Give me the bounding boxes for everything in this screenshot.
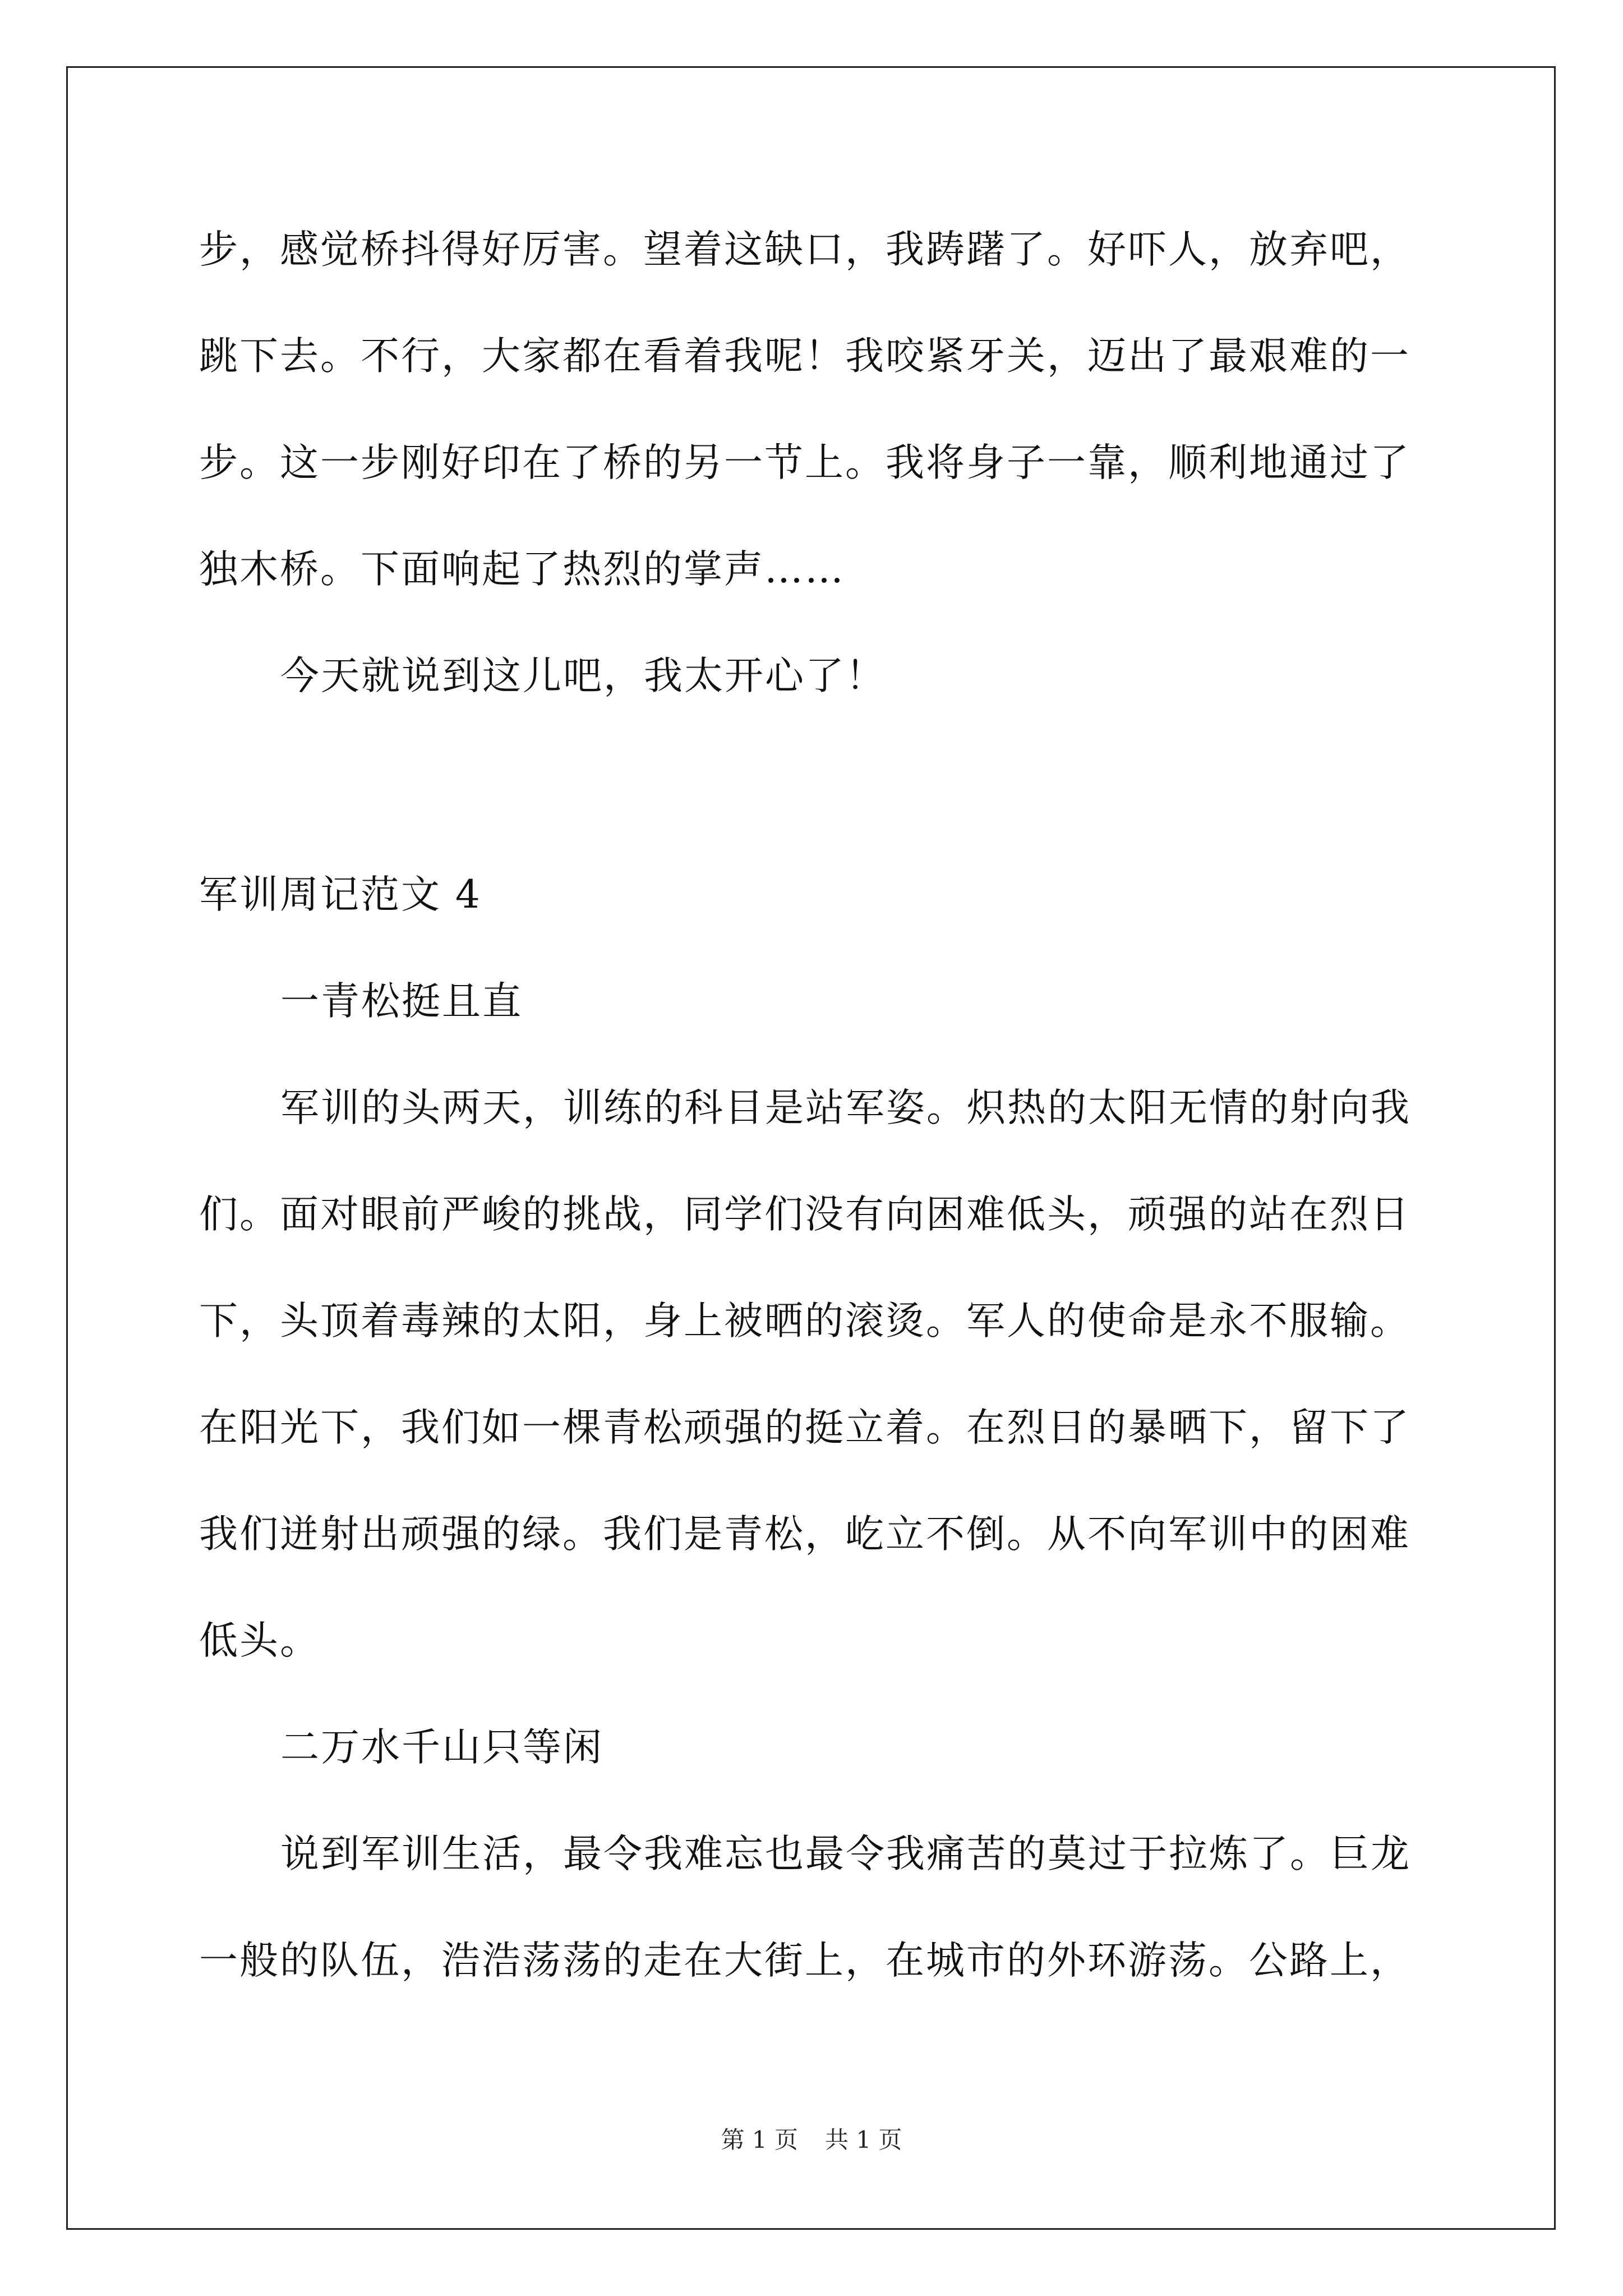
text-line: 今天就说到这儿吧，我太开心了！ [280, 654, 886, 698]
subsection-heading: 一青松挺且直 [280, 979, 523, 1024]
page-footer [0, 2123, 1623, 2157]
text-line: 跳下去。不行，大家都在看着我呢！我咬紧牙关，迈出了最艰难的一 [199, 334, 1410, 379]
subsection-heading: 二万水千山只等闲 [280, 1725, 603, 1770]
text-line: 在阳光下，我们如一棵青松顽强的挺立着。在烈日的暴晒下，留下了 [199, 1405, 1410, 1450]
text-line: 步。这一步刚好印在了桥的另一节上。我将身子一靠，顺利地通过了 [199, 440, 1410, 485]
text-line: 我们迸射出顽强的绿。我们是青松，屹立不倒。从不向军训中的困难 [199, 1512, 1410, 1557]
page-number: 第 1 页 [721, 2126, 798, 2154]
text-line: 说到军训生活，最令我难忘也最令我痛苦的莫过于拉炼了。巨龙 [280, 1832, 1411, 1876]
text-line: 低头。 [199, 1618, 320, 1663]
text-line: 下，头顶着毒辣的太阳，身上被晒的滚烫。军人的使命是永不服输。 [199, 1299, 1410, 1343]
text-line: 一般的队伍，浩浩荡荡的走在大街上，在城市的外环游荡。公路上， [199, 1938, 1410, 1983]
text-line: 步，感觉桥抖得好厉害。望着这缺口，我踌躇了。好吓人，放弃吧， [199, 227, 1410, 272]
page-total: 共 1 页 [825, 2126, 902, 2154]
section-heading: 军训周记范文 4 [199, 872, 482, 917]
page-border [66, 66, 1556, 2230]
text-line: 军训的头两天，训练的科目是站军姿。炽热的太阳无情的射向我 [280, 1085, 1411, 1130]
text-line: 独木桥。下面响起了热烈的掌声…… [199, 547, 845, 592]
text-line: 们。面对眼前严峻的挑战，同学们没有向困难低头，顽强的站在烈日 [199, 1192, 1410, 1237]
